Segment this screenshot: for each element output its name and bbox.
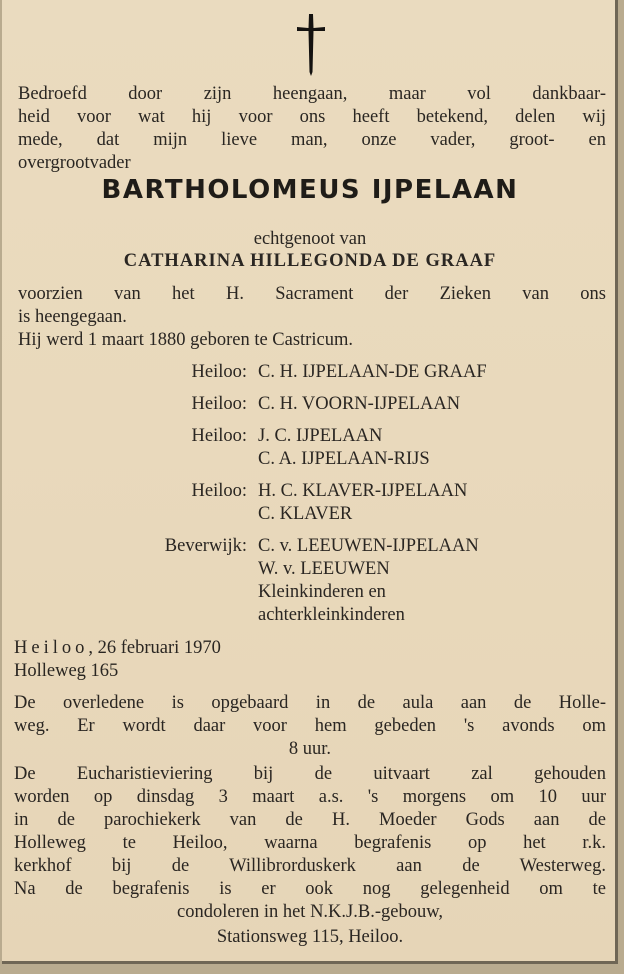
funeral-line: De Eucharistieviering bij de uitvaart zal gehouden [14, 764, 606, 784]
obituary-card [2, 0, 618, 964]
family-name: H. C. KLAVER-IJPELAAN [258, 481, 468, 501]
address-line: Holleweg 165 [14, 661, 119, 681]
birth-line: Hij werd 1 maart 1880 geboren te Castricum. [18, 330, 353, 350]
sacrament-line: is heengegaan. [18, 307, 127, 327]
sacrament-line: voorzien van het H. Sacrament der Zieken van ons [18, 284, 606, 304]
deceased-name: BARTHOLOMEUS IJPELAAN [101, 175, 519, 205]
family-name: C. v. LEEUWEN-IJPELAAN [258, 536, 479, 556]
intro-line: mede, dat mijn lieve man, onze vader, groot- en [18, 130, 606, 150]
family-place: Heiloo: [191, 481, 247, 501]
date-line [14, 637, 221, 661]
funeral-line: Holleweg te Heiloo, waarna begrafenis op het r.k. [14, 833, 606, 853]
family-place: Beverwijk: [164, 536, 247, 556]
family-name: W. v. LEEUWEN [258, 559, 390, 579]
aula-line: De overledene is opgebaard in de aula aan de Holle- [14, 693, 606, 713]
funeral-line: kerkhof bij de Willibrorduskerk aan de Westerweg. [14, 856, 606, 876]
aula-line: 8 uur. [288, 739, 332, 759]
cross-icon [296, 14, 326, 76]
family-place: Heiloo: [191, 362, 247, 382]
spouse-intro: echtgenoot van [253, 229, 367, 249]
date-text: , 26 februari 1970 [88, 638, 221, 658]
family-place: Heiloo: [191, 394, 247, 414]
intro-line: Bedroefd door zijn heengaan, maar vol dankbaar- [18, 84, 606, 104]
family-name: Kleinkinderen en [258, 582, 386, 602]
spouse-name: CATHARINA HILLEGONDA DE GRAAF [123, 251, 497, 271]
funeral-line: in de parochiekerk van de H. Moeder Gods aan de [14, 810, 606, 830]
family-name: achterkleinkinderen [258, 605, 405, 625]
intro-line: heid voor wat hij voor ons heeft betekend, delen wij [18, 107, 606, 127]
date-place: Heiloo [14, 638, 89, 658]
funeral-line: condoleren in het N.K.J.B.-gebouw, [177, 902, 443, 922]
intro-line: overgrootvader [18, 153, 131, 173]
family-name: C. KLAVER [258, 504, 353, 524]
family-name: C. H. IJPELAAN-DE GRAAF [258, 362, 487, 382]
aula-line: weg. Er wordt daar voor hem gebeden 's avonds om [14, 716, 606, 736]
funeral-line: Stationsweg 115, Heiloo. [216, 927, 404, 947]
family-name: J. C. IJPELAAN [258, 426, 383, 446]
funeral-line: worden op dinsdag 3 maart a.s. 's morgens om 10 uur [14, 787, 606, 807]
funeral-line: Na de begrafenis is er ook nog gelegenheid om te [14, 879, 606, 899]
family-name: C. A. IJPELAAN-RIJS [258, 449, 430, 469]
family-place: Heiloo: [191, 426, 247, 446]
family-name: C. H. VOORN-IJPELAAN [258, 394, 461, 414]
